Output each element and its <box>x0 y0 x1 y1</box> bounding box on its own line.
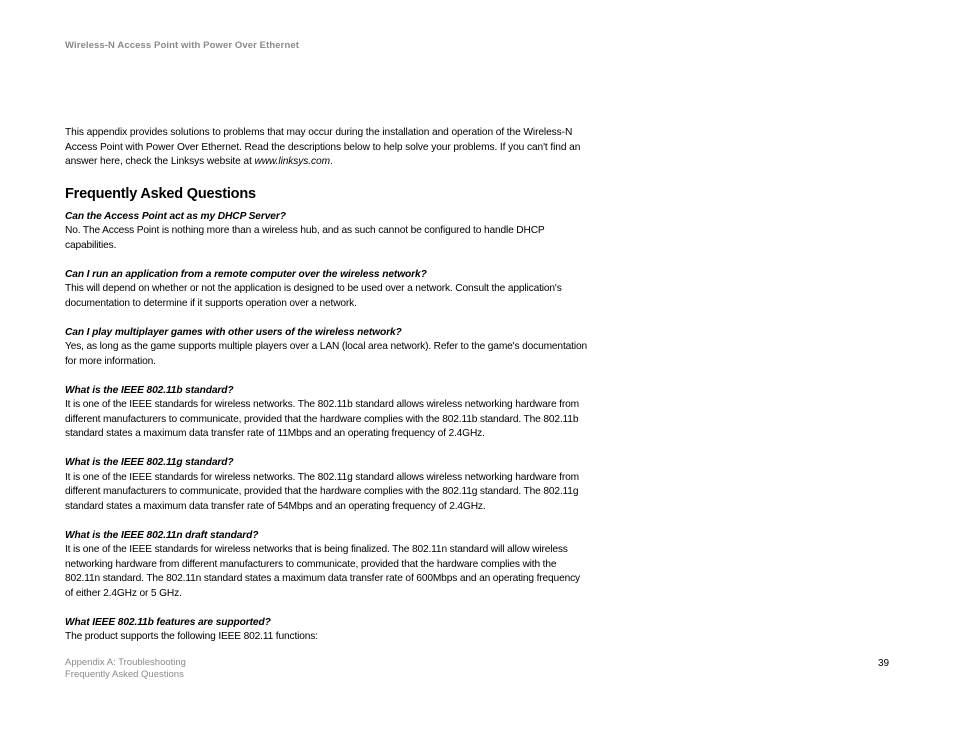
faq-question: What is the IEEE 802.11g standard? <box>65 457 234 468</box>
faq-question: What is the IEEE 802.11b standard? <box>65 384 234 396</box>
faq-answer: It is one of the IEEE standards for wireless networks that is being finalized. The 802.11n standard will allow wireless networking hardware from different manufacturers to communicate, provided that the hardware complies with the 802.11n standard. The 802.11n standard states a maximum data transfer rate of 600Mbps and an operating frequency of either 2.4GHz or 5 GHz. <box>65 544 580 599</box>
footer-chapter: Appendix A: Troubleshooting <box>65 657 186 668</box>
faq-question: Can I run an application from a remote computer over the wireless network? <box>65 268 427 280</box>
section-title: Frequently Asked Questions <box>65 185 256 202</box>
faq-item <box>65 456 590 514</box>
faq-answer: Yes, as long as the game supports multiple players over a LAN (local area network). Refer to the game's documentation for more information. <box>65 341 587 367</box>
faq-question: What is the IEEE 802.11n draft standard? <box>65 529 259 541</box>
faq-item <box>65 384 590 442</box>
page-number: 39 <box>878 658 890 669</box>
intro-text: This appendix provides solutions to problems that may occur during the installation and operation of the Wireless-N Access Point with Power Over Ethernet. Read the descriptions below to help solve your problems. If you can't find an answer here, check the Linksys website at <box>65 127 581 167</box>
faq-item <box>65 616 590 645</box>
faq-answer: This will depend on whether or not the application is designed to be used over a network. Consult the application's documentation to determine if it supports operation over a network. <box>65 283 562 309</box>
faq-question: Can I play multiplayer games with other users of the wireless network? <box>65 326 402 338</box>
main-content <box>65 126 590 659</box>
faq-answer: No. The Access Point is nothing more than a wireless hub, and as such cannot be configured to handle DHCP capabilities. <box>65 225 545 251</box>
faq-question: What IEEE 802.11b features are supported? <box>65 616 271 628</box>
faq-item <box>65 268 590 312</box>
faq-item <box>65 529 590 602</box>
intro-text-end: . <box>329 156 333 167</box>
intro-paragraph <box>65 126 590 170</box>
faq-question: Can the Access Point act as my DHCP Server? <box>65 210 286 222</box>
footer-section: Frequently Asked Questions <box>65 669 184 680</box>
page-footer <box>65 657 186 681</box>
running-header: Wireless-N Access Point with Power Over Ethernet <box>65 40 300 51</box>
faq-answer: It is one of the IEEE standards for wireless networks. The 802.11g standard allows wireless networking hardware from different manufacturers to communicate, provided that the hardware complies with the 802.11g standard. The 802.11g standard states a maximum data transfer rate of 54Mbps and an operating frequency of 2.4GHz. <box>65 471 579 512</box>
faq-item <box>65 210 590 254</box>
website-link[interactable]: www.linksys.com <box>254 156 330 167</box>
faq-answer: The product supports the following IEEE 802.11 functions: <box>65 631 318 642</box>
faq-answer: It is one of the IEEE standards for wireless networks. The 802.11b standard allows wireless networking hardware from different manufacturers to communicate, provided that the hardware complies with the 802.11b standard. The 802.11b standard states a maximum data transfer rate of 11Mbps and an operating frequency of 2.4GHz. <box>65 399 579 439</box>
faq-item <box>65 326 590 370</box>
